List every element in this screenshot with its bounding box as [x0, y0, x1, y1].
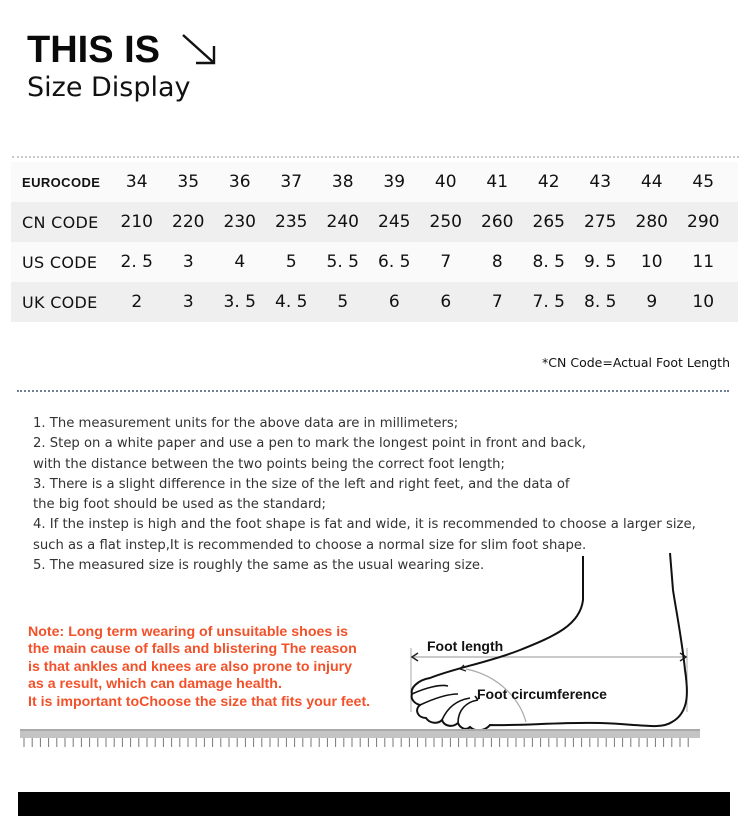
table-cell: 36 [228, 172, 251, 192]
size-table [11, 162, 738, 322]
row-label: CN CODE [22, 212, 99, 232]
instruction-line: 5. The measured size is roughly the same as the usual wearing size. [33, 558, 485, 574]
instruction-line: such as a flat instep,It is recommended to choose a normal size for slim foot shape. [33, 537, 587, 553]
row-label: US CODE [22, 252, 98, 272]
table-cell: 3 [182, 292, 194, 312]
hero-subtitle: Size Display [27, 72, 191, 103]
table-cell: 42 [537, 172, 560, 192]
instruction-line: with the distance between the two points being the correct foot length; [33, 456, 505, 472]
instruction-line: 2. Step on a white paper and use a pen to mark the longest point in front and back, [33, 436, 586, 452]
divider-dotted [17, 390, 729, 392]
table-cell: 9. 5 [584, 252, 617, 272]
row-label: EUROCODE [22, 174, 101, 190]
table-cell: 43 [589, 172, 612, 192]
table-cell: 4. 5 [275, 292, 308, 312]
instruction-line: the big foot should be used as the standard; [33, 497, 326, 513]
table-cell: 4 [234, 252, 246, 272]
ruler-graphic [20, 729, 700, 749]
table-row [11, 202, 738, 242]
table-cell: 3 [182, 252, 194, 272]
table-cell: 7. 5 [532, 292, 565, 312]
divider-top [12, 156, 739, 158]
table-cell: 5 [337, 292, 349, 312]
table-cell: 44 [640, 172, 663, 192]
foot-length-label: Foot length [427, 638, 504, 654]
foot-illustration [0, 540, 750, 760]
instruction-line: 4. If the instep is high and the foot shape is fat and wide, it is recommended to choose a larger size, [33, 517, 696, 533]
note-line: is that ankles and knees are also prone to injury [28, 658, 353, 675]
table-cell: 245 [378, 212, 411, 232]
table-cell: 45 [692, 172, 715, 192]
note-line: as a result, which can damage health. [28, 676, 282, 693]
table-cell: 35 [177, 172, 200, 192]
table-cell: 2 [131, 292, 143, 312]
table-cell: 230 [223, 212, 256, 232]
table-cell: 275 [584, 212, 617, 232]
table-cell: 220 [172, 212, 205, 232]
table-row [11, 162, 738, 202]
instruction-line: 3. There is a slight difference in the size of the left and right feet, and the data of [33, 476, 570, 492]
table-cell: 11 [692, 252, 715, 272]
table-cell: 37 [280, 172, 303, 192]
note-line: the main cause of falls and blistering The reason [28, 641, 357, 658]
table-cell: 6. 5 [378, 252, 411, 272]
note-line: It is important toChoose the size that fits your feet. [28, 693, 371, 710]
table-cell: 8 [491, 252, 503, 272]
table-cell: 7 [491, 292, 503, 312]
table-cell: 7 [440, 252, 452, 272]
table-cell: 34 [125, 172, 148, 192]
footnote: *CN Code=Actual Foot Length [542, 355, 730, 370]
table-cell: 6 [388, 292, 400, 312]
foot-circumference-label: Foot circumference [477, 686, 607, 702]
note-line: Note: Long term wearing of unsuitable shoes is [28, 624, 349, 640]
instruction-line: 1. The measurement units for the above data are in millimeters; [33, 416, 459, 431]
table-cell: 10 [640, 252, 663, 272]
row-label: UK CODE [22, 292, 98, 312]
table-cell: 5. 5 [326, 252, 359, 272]
table-cell: 6 [440, 292, 452, 312]
table-cell: 280 [635, 212, 668, 232]
table-cell: 5 [285, 252, 297, 272]
table-cell: 260 [481, 212, 514, 232]
table-cell: 290 [687, 212, 720, 232]
table-cell: 8. 5 [584, 292, 617, 312]
table-cell: 9 [646, 292, 658, 312]
hero-title: THIS IS [27, 29, 161, 71]
table-cell: 41 [486, 172, 509, 192]
footer-black-bar [18, 792, 730, 816]
arrow-down-right-icon [180, 32, 220, 68]
table-cell: 235 [275, 212, 308, 232]
table-cell: 250 [429, 212, 462, 232]
table-cell: 3. 5 [223, 292, 256, 312]
table-cell: 10 [692, 292, 715, 312]
table-cell: 240 [326, 212, 359, 232]
table-cell: 40 [434, 172, 457, 192]
table-cell: 265 [532, 212, 565, 232]
table-cell: 8. 5 [532, 252, 565, 272]
table-row [11, 242, 738, 282]
table-cell: 2. 5 [120, 252, 153, 272]
table-cell: 39 [383, 172, 406, 192]
table-cell: 38 [331, 172, 354, 192]
table-cell: 210 [120, 212, 153, 232]
table-row [11, 282, 738, 322]
